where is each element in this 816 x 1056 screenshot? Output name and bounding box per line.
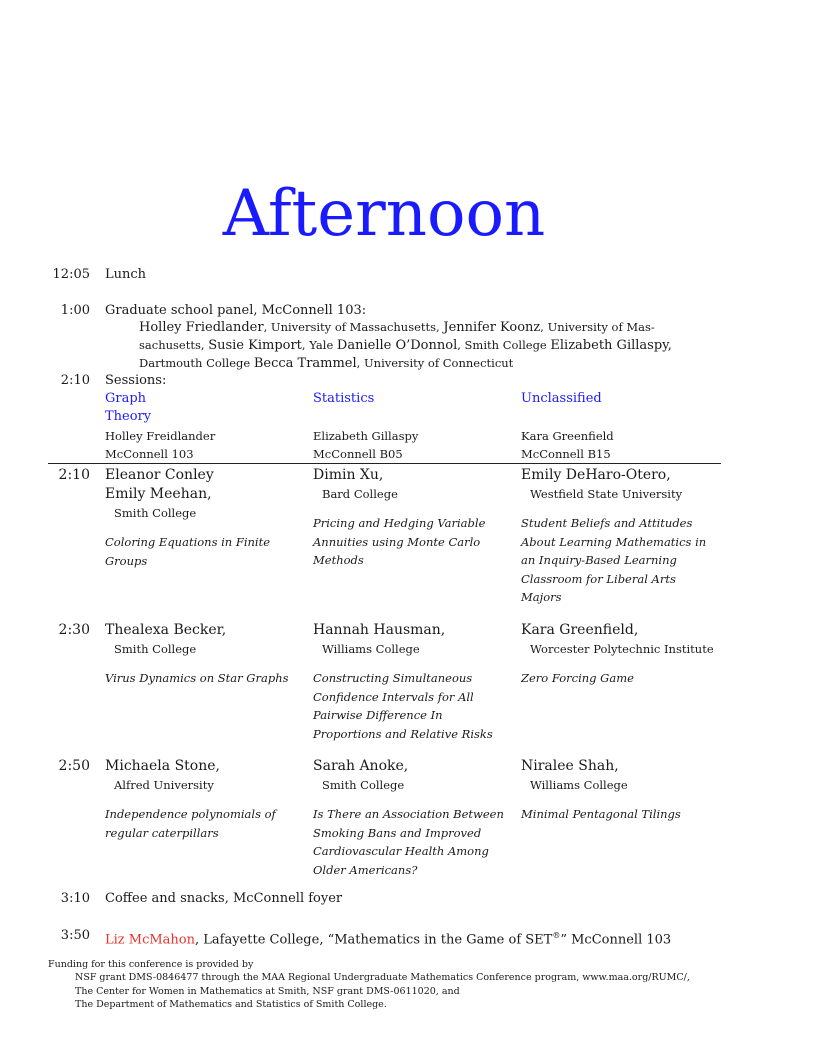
talk-title: Proportions and Relative Risks xyxy=(313,726,493,741)
talk-title: Smoking Bans and Improved xyxy=(313,825,482,840)
talk-title: Majors xyxy=(521,590,562,605)
panelist-affiliation: Dartmouth College xyxy=(139,356,254,370)
talk-title: an Inquiry-Based Learning xyxy=(521,553,677,568)
panel-line-2 xyxy=(139,336,672,355)
keynote-room: ” McConnell 103 xyxy=(560,932,672,948)
coffee-time: 3:10 xyxy=(60,891,90,906)
speaker-name: Thealexa Becker, xyxy=(105,622,227,638)
talk-title: Confidence Intervals for All xyxy=(313,689,474,704)
panel-text: Graduate school panel, McConnell 103: xyxy=(105,303,367,318)
track-chair: Elizabeth Gillaspy xyxy=(313,429,419,443)
track-room: McConnell B15 xyxy=(521,447,611,461)
panel-time: 1:00 xyxy=(60,303,90,318)
track-room: McConnell B05 xyxy=(313,447,403,461)
footer-intro: Funding for this conference is provided by xyxy=(48,959,254,970)
panel-line-1 xyxy=(139,318,655,337)
talk-title: Pairwise Difference In xyxy=(313,708,443,723)
speaker-affiliation: Smith College xyxy=(114,506,197,520)
panelist-affiliation: , University of Connecticut xyxy=(356,356,514,370)
track-name-graph-theory: Graph xyxy=(105,391,147,406)
sessions-time: 2:10 xyxy=(60,373,90,388)
speaker-name: Hannah Hausman, xyxy=(313,622,446,638)
track-name-unclassified: Unclassified xyxy=(521,391,602,406)
talk-title: Classroom for Liberal Arts xyxy=(521,571,676,586)
track-name-graph-theory-2: Theory xyxy=(105,409,152,424)
keynote-line xyxy=(105,927,671,949)
speaker-name: Eleanor Conley xyxy=(105,467,214,483)
track-room: McConnell 103 xyxy=(105,447,194,461)
talk xyxy=(105,757,310,842)
panelist-name: Danielle O’Donnol xyxy=(336,338,458,353)
keynote-text: , Lafayette College, “Mathematics in the Game of SET xyxy=(195,932,553,948)
track-chair: Holley Freidlander xyxy=(105,429,216,443)
talk-title: Zero Forcing Game xyxy=(521,671,634,685)
lunch-text: Lunch xyxy=(105,267,147,282)
talk-title: Coloring Equations in Finite xyxy=(105,535,271,549)
panelist-affiliation: sachusetts, xyxy=(139,338,209,352)
lunch-time: 12:05 xyxy=(52,267,90,282)
speaker-name: Niralee Shah, xyxy=(521,758,619,774)
footer-funder: The Center for Women in Mathematics at Smith, NSF grant DMS-0611020, and xyxy=(75,986,460,997)
talk-title: Constructing Simultaneous xyxy=(313,671,473,685)
footer-funder: The Department of Mathematics and Statistics of Smith College. xyxy=(75,999,387,1010)
speaker-name: Kara Greenfield, xyxy=(521,622,639,638)
track-name-statistics: Statistics xyxy=(313,391,375,406)
speaker-name: Emily Meehan, xyxy=(105,486,212,502)
speaker-name: Dimin Xu, xyxy=(313,467,384,483)
speaker-affiliation: Smith College xyxy=(114,642,197,656)
panelist-affiliation: , University of Massachusetts, xyxy=(263,320,444,334)
talk-title: Pricing and Hedging Variable xyxy=(313,516,486,530)
speaker-affiliation: Williams College xyxy=(322,642,420,656)
panelist-affiliation: , Yale xyxy=(301,338,337,352)
talk-title: Groups xyxy=(105,553,148,568)
divider xyxy=(48,463,721,464)
panelist-affiliation: , University of Mas- xyxy=(540,320,655,334)
panelist-separator: , xyxy=(667,338,672,353)
talk xyxy=(521,757,726,824)
talk xyxy=(313,621,518,743)
speaker-affiliation: Worcester Polytechnic Institute xyxy=(530,642,714,656)
talk-title: About Learning Mathematics in xyxy=(521,534,707,549)
talk-title: Minimal Pentagonal Tilings xyxy=(521,807,681,821)
talk xyxy=(521,621,726,688)
track-chair: Kara Greenfield xyxy=(521,429,614,443)
talk-title: Independence polynomials of xyxy=(105,807,276,821)
keynote-time: 3:50 xyxy=(60,928,90,943)
talk-title: Cardiovascular Health Among xyxy=(313,844,489,859)
talk-title: Is There an Association Between xyxy=(313,807,504,821)
panelist-name: Becca Trammel xyxy=(253,356,357,371)
slot-time: 2:30 xyxy=(58,622,90,638)
page-title: Afternoon xyxy=(222,177,546,251)
slot-time: 2:50 xyxy=(58,758,90,774)
panelist-name: Holley Friedlander xyxy=(139,320,264,335)
sessions-label: Sessions: xyxy=(105,373,167,388)
speaker-name: Sarah Anoke, xyxy=(313,758,409,774)
keynote-speaker: Liz McMahon xyxy=(105,932,195,948)
speaker-name: Michaela Stone, xyxy=(105,758,220,774)
panel-line-3 xyxy=(139,354,513,373)
talk-title: regular caterpillars xyxy=(105,825,219,840)
speaker-name: Emily DeHaro-Otero, xyxy=(521,467,671,483)
coffee-text: Coffee and snacks, McConnell foyer xyxy=(105,891,343,906)
panelist-affiliation: , Smith College xyxy=(457,338,551,352)
speaker-affiliation: Westfield State University xyxy=(530,487,683,501)
speaker-affiliation: Smith College xyxy=(322,778,405,792)
talk-title: Virus Dynamics on Star Graphs xyxy=(105,671,289,685)
talk-title: Annuities using Monte Carlo xyxy=(313,534,481,549)
talk xyxy=(313,757,518,879)
registered-mark: ® xyxy=(552,931,561,940)
panelist-name: Susie Kimport xyxy=(208,338,302,353)
talk xyxy=(105,621,310,688)
talk-title: Student Beliefs and Attitudes xyxy=(521,516,693,530)
panelist-name: Jennifer Koonz xyxy=(443,320,541,335)
slot-time: 2:10 xyxy=(58,467,90,483)
footer-funder: NSF grant DMS-0846477 through the MAA Regional Undergraduate Mathematics Conference program, www.maa.org/RUMC/, xyxy=(75,972,690,983)
talk-title: Older Americans? xyxy=(313,862,418,877)
panelist-name: Elizabeth Gillaspy xyxy=(550,338,668,353)
speaker-affiliation: Alfred University xyxy=(114,778,214,792)
talk-title: Methods xyxy=(313,553,364,568)
talk xyxy=(521,466,721,607)
speaker-affiliation: Williams College xyxy=(530,778,628,792)
talk xyxy=(313,466,513,570)
speaker-affiliation: Bard College xyxy=(322,487,398,501)
talk xyxy=(105,466,305,570)
